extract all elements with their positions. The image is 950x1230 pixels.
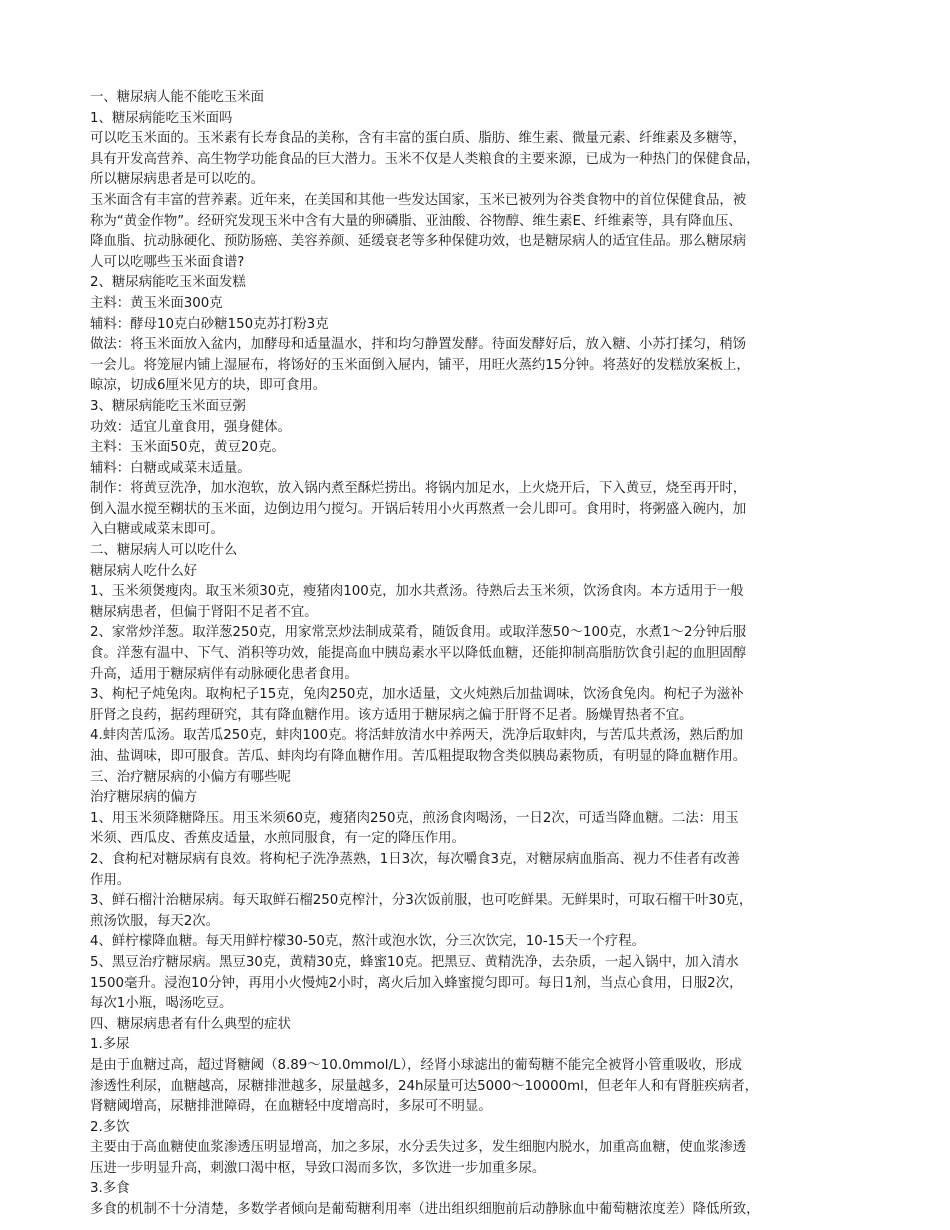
text-line: 一、糖尿病人能不能吃玉米面 xyxy=(90,90,265,105)
text-line: 四、糖尿病患者有什么典型的症状 xyxy=(90,1016,291,1032)
text-line: 二、糖尿病人可以吃什么 xyxy=(90,543,238,559)
text-line: 玉米面含有丰富的营养素。近年来，在美国和其他一些发达国家，玉米已被列为谷类食物中的首位保健食品，被 xyxy=(90,192,747,208)
text-line: 作用。 xyxy=(90,872,131,888)
text-line: 油、盐调味，即可服食。苦瓜、蚌肉均有降血糖作用。苦瓜粗提取物含类似胰岛素物质，有明显的降血糖作用。 xyxy=(90,749,747,764)
text-line: 压进一步明显升高，刺激口渴中枢，导致口渴而多饮，多饮进一步加重多尿。 xyxy=(90,1160,546,1176)
text-line: 人可以吃哪些玉米面食谱? xyxy=(90,254,245,270)
text-line: 称为“黄金作物”。经研究发现玉米中含有大量的卵磷脂、亚油酸、谷物醇、维生素E、纤维素等，具有降血压、 xyxy=(90,213,742,229)
text-line: 辅料：酵母10克白砂糖150克苏打粉3克 xyxy=(90,316,329,332)
text-line: 2.多饮 xyxy=(90,1119,130,1135)
text-line: 5、黑豆治疗糖尿病。黑豆30克，黄精30克，蜂蜜10克。把黑豆、黄精洗净，去杂质，一起入锅中，加入清水 xyxy=(90,954,739,970)
text-line: 食。洋葱有温中、下气、消积等功效，能提高血中胰岛素水平以降低血糖，还能抑制高脂肪饮食引起的血胆固醇 xyxy=(90,646,747,662)
text-line: 所以糖尿病患者是可以吃的。 xyxy=(90,172,265,188)
text-line: 入白糖或咸菜末即可。 xyxy=(90,522,224,538)
text-line: 2、糖尿病能吃玉米面发糕 xyxy=(90,275,246,291)
text-line: 每次1小瓶，喝汤吃豆。 xyxy=(90,996,233,1012)
text-line: 2、食枸杞对糖尿病有良效。将枸杞子洗净蒸熟，1日3次，每次嚼食3克，对糖尿病血脂高、视力不佳者有改善 xyxy=(90,851,741,867)
text-line: 1、玉米须煲瘦肉。取玉米须30克，瘦猪肉100克，加水共煮汤。待熟后去玉米须，饮汤食肉。本方适用于一般 xyxy=(90,584,744,600)
text-line: 3、鲜石榴汁治糖尿病。每天取鲜石榴250克榨汁，分3次饭前服，也可吃鲜果。无鲜果时，可取石榴干叶30克， xyxy=(90,893,753,909)
text-line: 倒入温水搅至糊状的玉米面，边倒边用勺搅匀。开锅后转用小火再熬煮一会儿即可。食用时，将粥盛入碗内，加 xyxy=(90,501,747,517)
text-line: 制作：将黄豆洗净，加水泡软，放入锅内煮至酥烂捞出。将锅内加足水，上火烧开后，下入黄豆，烧至再开时， xyxy=(90,481,747,497)
text-line: 肾糖阈增高，尿糖排泄障碍，在血糖轻中度增高时，多尿可不明显。 xyxy=(90,1099,492,1115)
text-line: 辅料：白糖或咸菜末适量。 xyxy=(90,460,251,476)
text-line: 1500毫升。浸泡10分钟，再用小火慢炖2小时，离火后加入蜂蜜搅匀即可。每日1剂，当点心食用，日服2次， xyxy=(90,975,743,991)
text-line: 4、鲜柠檬降血糖。每天用鲜柠檬30-50克，熬汁或泡水饮，分三次饮完，10-15天一个疗程。 xyxy=(90,934,646,950)
text-line: 一会儿。将笼屉内铺上湿屉布，将饧好的玉米面倒入屉内，铺平，用旺火蒸约15分钟。将蒸好的发糕放案板上， xyxy=(90,357,750,373)
text-line: 2、家常炒洋葱。取洋葱250克，用家常烹炒法制成菜肴，随饭食用。或取洋葱50～100克，水煮1～2分钟后服 xyxy=(90,625,747,641)
text-line: 3、枸杞子炖兔肉。取枸杞子15克，兔肉250克，加水适量，文火炖熟后加盐调味，饮汤食兔肉。枸杞子为滋补 xyxy=(90,687,744,703)
text-line: 功效：适宜儿童食用，强身健体。 xyxy=(90,419,291,435)
text-line: 1、用玉米须降糖降压。用玉米须60克，瘦猪肉250克，煎汤食肉喝汤，一日2次，可适当降血糖。二法：用玉 xyxy=(90,810,739,826)
text-line: 多食的机制不十分清楚，多数学者倾向是葡萄糖利用率（进出组织细胞前后动静脉血中葡萄糖浓度差）降低所致， xyxy=(90,1202,760,1218)
text-line: 1、糖尿病能吃玉米面吗 xyxy=(90,110,233,126)
text-line: 升高，适用于糖尿病伴有动脉硬化患者食用。 xyxy=(90,666,358,682)
text-line: 主料：黄玉米面300克 xyxy=(90,295,223,311)
text-line: 三、治疗糖尿病的小偏方有哪些呢 xyxy=(90,769,291,785)
text-line: 主料：玉米面50克，黄豆20克。 xyxy=(90,440,285,456)
text-line: 做法：将玉米面放入盆内，加酵母和适量温水，拌和均匀静置发酵。待面发酵好后，放入糖、小苏打揉匀，稍饧 xyxy=(90,337,747,353)
text-line: 糖尿病人吃什么好 xyxy=(90,563,198,579)
text-line: 煎汤饮服，每天2次。 xyxy=(90,913,220,929)
text-line: 渗透性利尿，血糖越高，尿糖排泄越多，尿量越多，24h尿量可达5000～10000ml，但老年人和有肾脏疾病者， xyxy=(90,1078,758,1094)
text-line: 糖尿病患者，但偏于肾阳不足者不宜。 xyxy=(90,604,318,620)
text-line: 1.多尿 xyxy=(90,1037,130,1053)
text-line: 4.蚌肉苦瓜汤。取苦瓜250克，蚌肉100克。将活蚌放清水中养两天，洗净后取蚌肉，与苦瓜共煮汤，熟后酌加 xyxy=(90,728,744,744)
text-line: 3.多食 xyxy=(90,1181,130,1197)
text-line: 米须、西瓜皮、香蕉皮适量，水煎同服食，有一定的降压作用。 xyxy=(90,831,465,847)
text-line: 肝肾之良药，据药理研究，其有降血糖作用。该方适用于糖尿病之偏于肝肾不足者。肠燥胃热者不宜。 xyxy=(90,707,693,723)
text-line: 主要由于高血糖使血浆渗透压明显增高，加之多尿，水分丢失过多，发生细胞内脱水，加重高血糖，使血浆渗透 xyxy=(90,1140,747,1156)
text-line: 具有开发高营养、高生物学功能食品的巨大潜力。玉米不仅是人类粮食的主要来源，已成为一种热门的保健食品， xyxy=(90,151,760,167)
text-line: 可以吃玉米面的。玉米素有长寿食品的美称，含有丰富的蛋白质、脂肪、维生素、微量元素、纤维素及多糖等， xyxy=(90,131,747,147)
text-line: 降血脂、抗动脉硬化、预防肠癌、美容养颜、延缓衰老等多种保健功效，也是糖尿病人的适宜佳品。那么糖尿病 xyxy=(90,234,747,250)
text-line: 是由于血糖过高，超过肾糖阈（8.89～10.0mmol/L），经肾小球滤出的葡萄糖不能完全被肾小管重吸收，形成 xyxy=(90,1057,742,1073)
text-line: 治疗糖尿病的偏方 xyxy=(90,790,198,806)
text-line: 晾凉，切成6厘米见方的块，即可食用。 xyxy=(90,378,327,394)
text-line: 3、糖尿病能吃玉米面豆粥 xyxy=(90,398,246,414)
